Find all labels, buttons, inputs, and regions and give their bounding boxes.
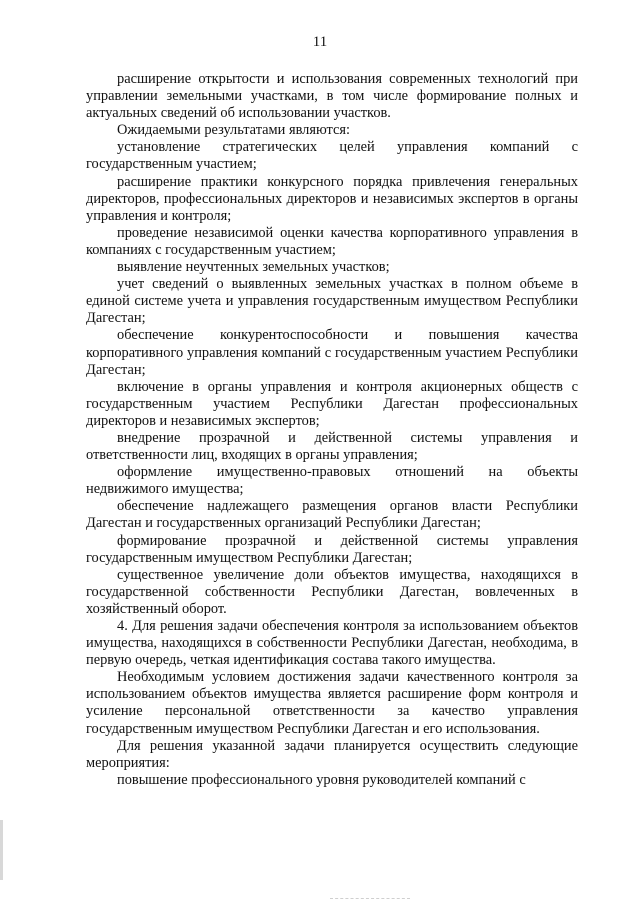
paragraph: установление стратегических целей управления компаний с государственным участием; <box>86 139 578 173</box>
paragraph: 4. Для решения задачи обеспечения контроля за использованием объектов имущества, находящихся в собственности Республики Дагестан, необходима, в первую очередь, четкая идентификация состава такого имущества. <box>86 618 578 669</box>
paragraph: расширение практики конкурсного порядка привлечения генеральных директоров, профессиональных директоров и независимых экспертов в органы управления и контроля; <box>86 173 578 224</box>
paragraph: выявление неучтенных земельных участков; <box>117 259 390 276</box>
paragraph: оформление имущественно-правовых отношений на объекты недвижимого имущества; <box>86 464 578 498</box>
paragraph: расширение открытости и использования современных технологий при управлении земельными участками, в том числе формирование полных и актуальных сведений об использовании участков. <box>86 71 578 122</box>
paragraph: повышение профессионального уровня руководителей компаний с <box>117 771 526 788</box>
paragraph: существенное увеличение доли объектов имущества, находящихся в государственной собственности Республики Дагестан, вовлеченных в хозяйственный оборот. <box>86 566 578 617</box>
paragraph: проведение независимой оценки качества корпоративного управления в компаниях с государственным участием; <box>86 224 578 258</box>
paragraph: учет сведений о выявленных земельных участках в полном объеме в единой системе учета и управления государственным имуществом Республики Дагестан; <box>86 276 578 327</box>
scan-bottom-mark <box>330 898 410 901</box>
document-body <box>86 71 578 789</box>
scan-edge-mark <box>0 820 3 880</box>
paragraph: Для решения указанной задачи планируется осуществить следующие мероприятия: <box>86 737 578 771</box>
paragraph: внедрение прозрачной и действенной системы управления и ответственности лиц, входящих в органы управления; <box>86 429 578 464</box>
paragraph: включение в органы управления и контроля акционерных обществ с государственным участием Республики Дагестан профессиональных директоров и независимых экспертов; <box>86 378 578 429</box>
paragraph: Ожидаемыми результатами являются: <box>117 122 351 139</box>
paragraph: обеспечение конкурентоспособности и повышения качества корпоративного управления компаний с государственным участием Республики Дагестан; <box>86 327 578 378</box>
paragraph: Необходимым условием достижения задачи качественного контроля за использованием объектов имущества является расширение форм контроля и усиление персональной ответственности за качество управления государственным имуществом Республики Дагестан и его использования. <box>86 669 578 737</box>
paragraph: обеспечение надлежащего размещения органов власти Республики Дагестан и государственных организаций Республики Дагестан; <box>86 498 578 532</box>
paragraph: формирование прозрачной и действенной системы управления государственным имуществом Республики Дагестан; <box>86 532 578 566</box>
page-number: 11 <box>312 34 328 50</box>
